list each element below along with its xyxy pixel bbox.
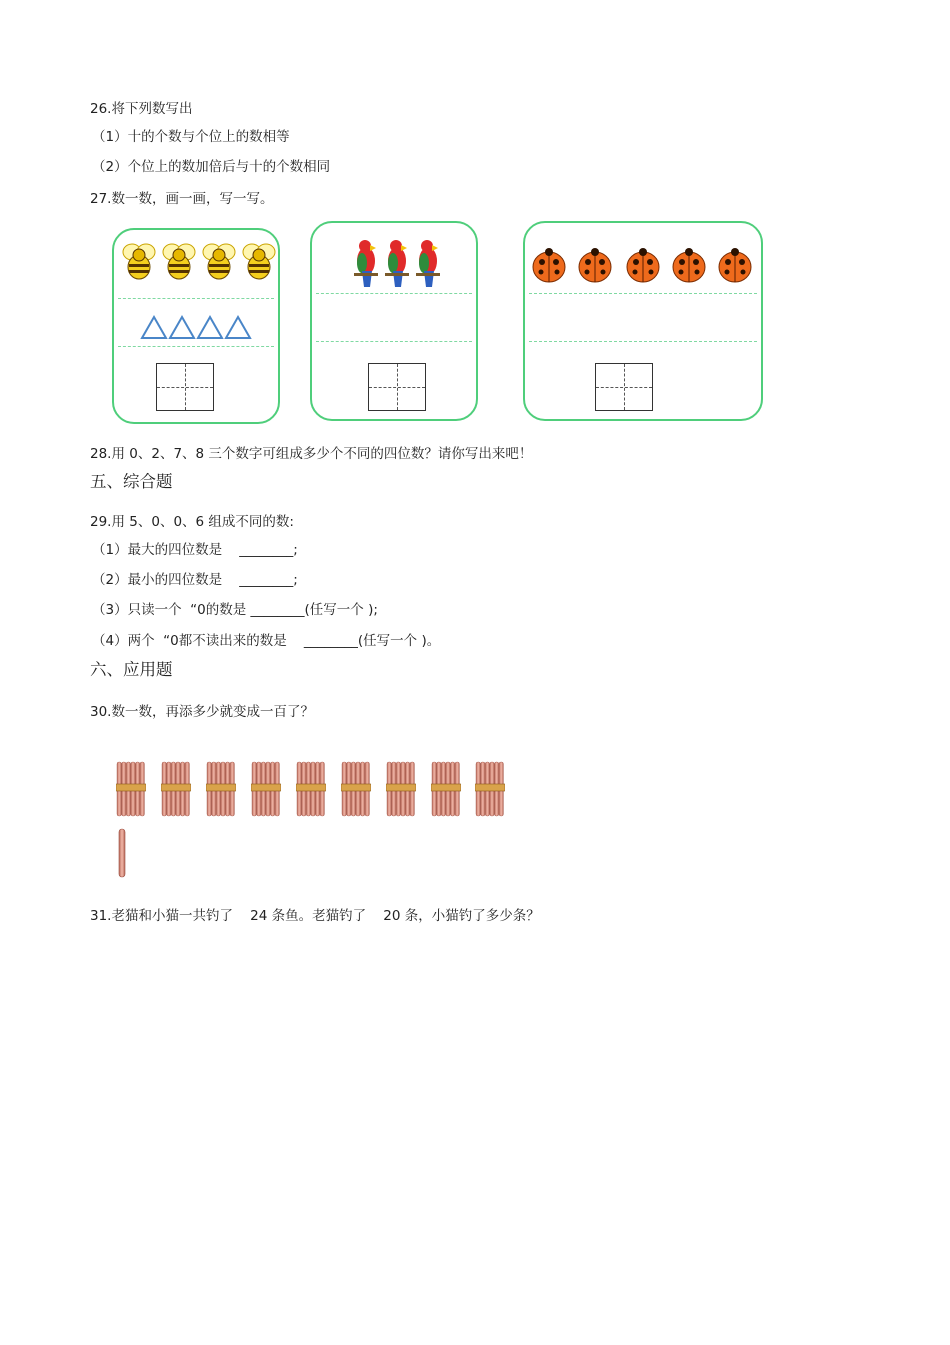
- triangle-icon: [140, 314, 252, 344]
- parrot-icon: [352, 237, 446, 295]
- q26-title: 26.将下列数写出: [90, 101, 193, 117]
- q29-title: 29.用 5、0、0、6 组成不同的数:: [90, 514, 294, 530]
- counting-card-bees: [112, 228, 280, 424]
- stick-bundle-icon: [116, 760, 146, 818]
- answer-box-ladybugs[interactable]: [595, 363, 653, 411]
- stick-bundle-icon: [475, 760, 505, 818]
- q29-item-1: （1）最大的四位数是 ________;: [92, 542, 298, 558]
- stick-bundle-icon: [431, 760, 461, 818]
- stick-bundle-icon: [296, 760, 326, 818]
- q29-item-3: （3）只读一个 “0的数是 ________(任写一个 );: [92, 602, 378, 618]
- answer-box-parrots[interactable]: [368, 363, 426, 411]
- q31-title: 31.老猫和小猫一共钓了 24 条鱼。老猫钓了 20 条，小猫钓了多少条？: [90, 908, 540, 924]
- stick-bundle-icon: [251, 760, 281, 818]
- q26-item-1: （1）十的个数与个位上的数相等: [92, 129, 290, 145]
- section-six-heading: 六、应用题: [90, 660, 173, 679]
- q29-item-4: （4）两个 “0都不读出来的数是 ________(任写一个 )。: [92, 633, 441, 649]
- ladybug-icon: [531, 247, 757, 291]
- stick-bundle-icon: [161, 760, 191, 818]
- q28-title: 28.用 0、2、7、8 三个数字可组成多少个不同的四位数？请你写出来吧！: [90, 446, 533, 462]
- q26-item-2: （2）个位上的数加倍后与十的个数相同: [92, 159, 331, 175]
- counting-card-ladybugs: [523, 221, 763, 421]
- single-stick-icon: [118, 828, 126, 878]
- stick-bundle-icon: [206, 760, 236, 818]
- stick-bundle-icon: [386, 760, 416, 818]
- section-five-heading: 五、综合题: [90, 472, 173, 491]
- q27-title: 27.数一数，画一画，写一写。: [90, 191, 274, 207]
- bee-icon: [120, 240, 280, 292]
- stick-bundle-icon: [341, 760, 371, 818]
- q29-item-2: （2）最小的四位数是 ________;: [92, 572, 298, 588]
- q30-title: 30.数一数，再添多少就变成一百了？: [90, 704, 314, 720]
- answer-box-bees[interactable]: [156, 363, 214, 411]
- counting-card-parrots: [310, 221, 478, 421]
